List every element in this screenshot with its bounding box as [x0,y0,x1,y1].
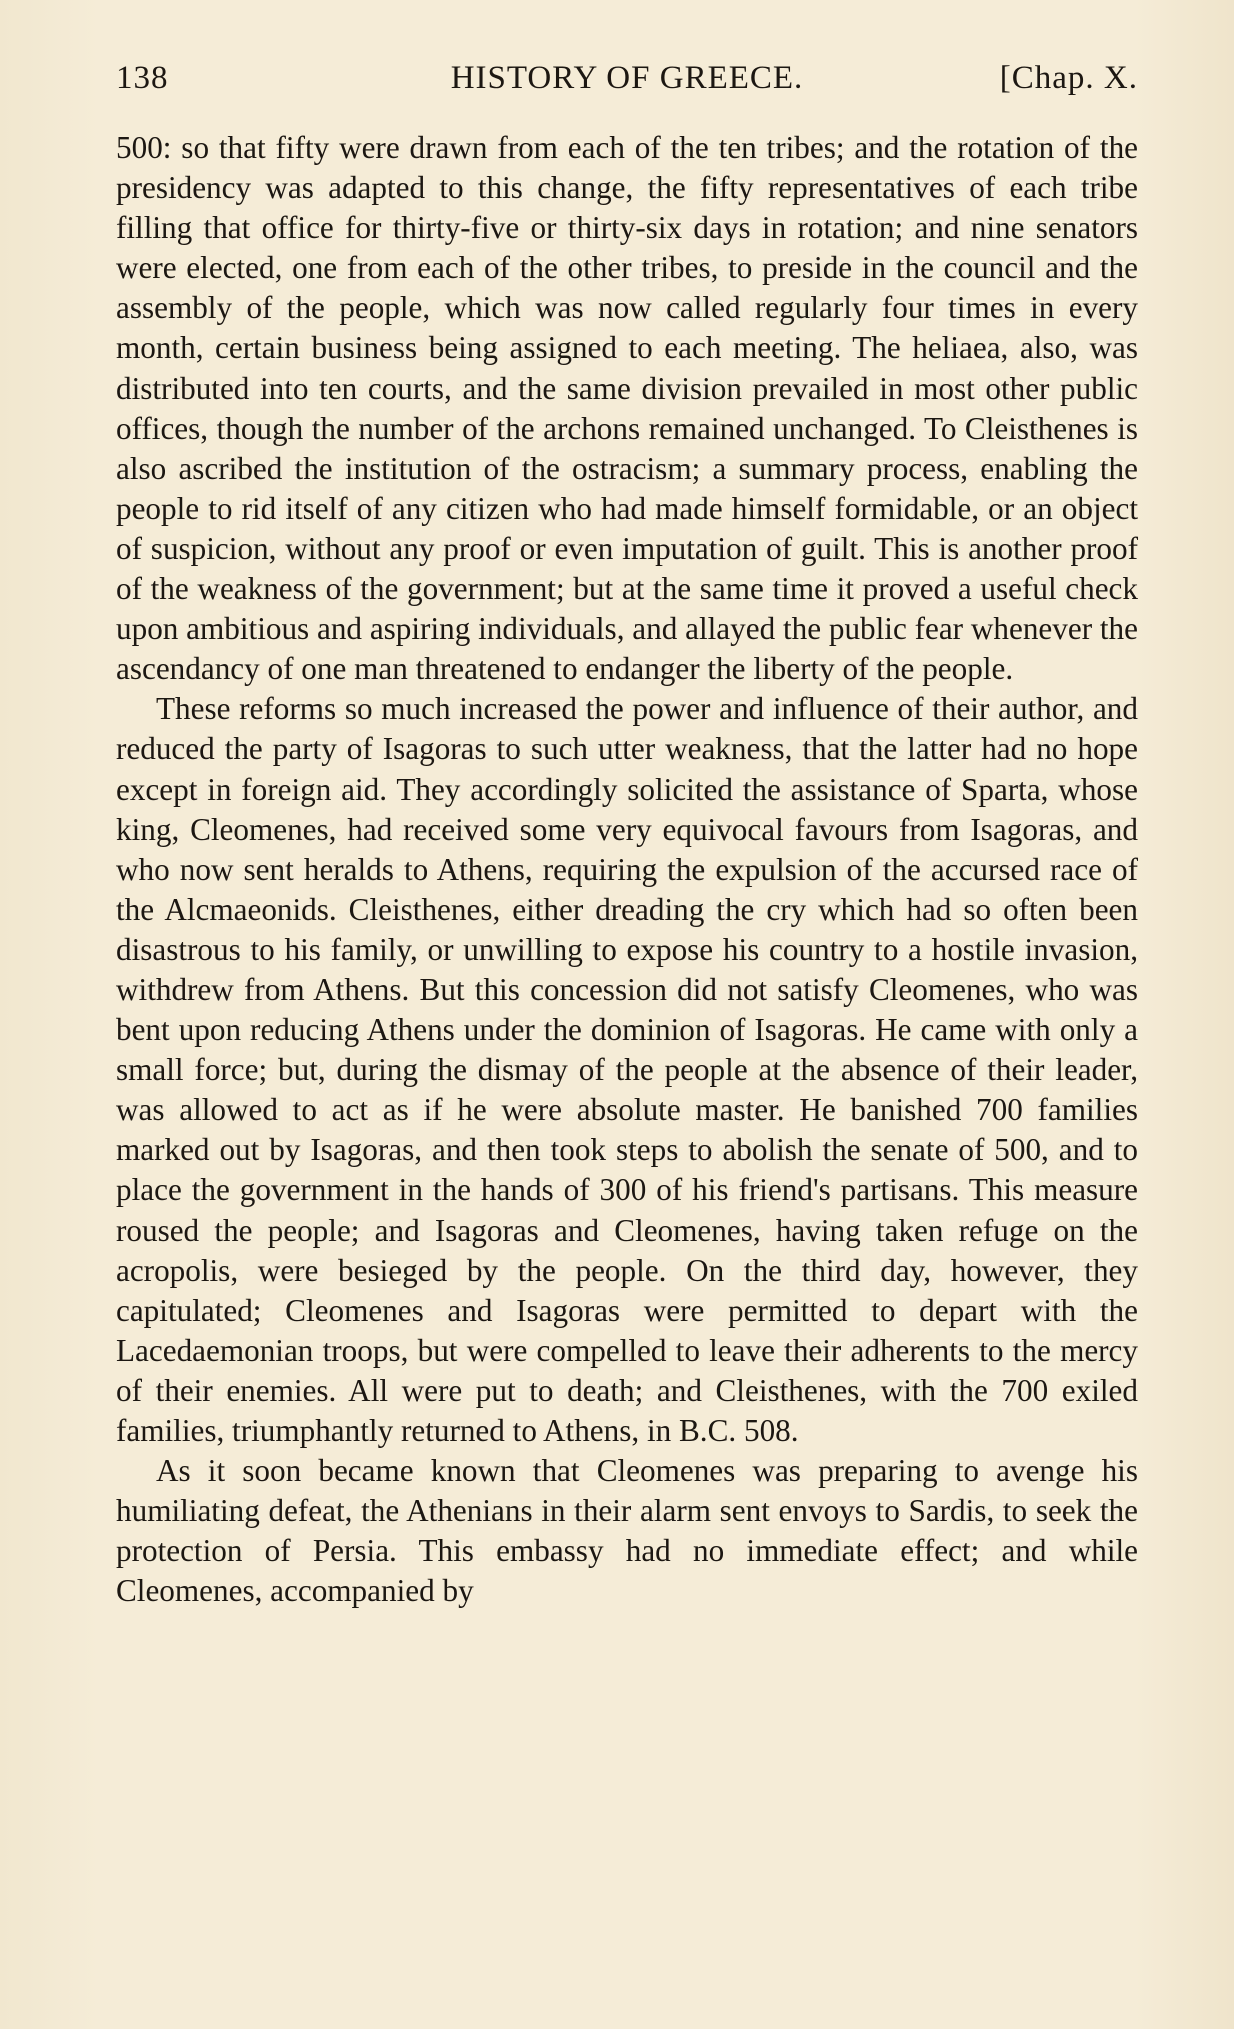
running-title: HISTORY OF GREECE. [450,60,804,96]
chapter-label: [Chap. X. [999,60,1138,96]
page-number: 138 [116,60,169,96]
paragraph-1: 500: so that fifty were drawn from each of the ten tribes; and the rotation of the presidency was adapted to this change, the fifty representatives of each tribe filling that office for thirty-five or thirty-six days in rotation; and nine senators were elected, one from each of the other tribes, to preside in the council and the assembly of the people, which was now called regularly four times in every month, certain business being assigned to each meeting. The heliaea, also, was distributed into ten courts, and the same division prevailed in most other public offices, though the number of the archons remained unchanged. To Cleisthenes is also ascribed the institution of the ostracism; a summary process, enabling the people to rid itself of any citizen who had made himself formidable, or an object of suspicion, without any proof or even imputation of guilt. This is another proof of the weakness of the government; but at the same time it proved a useful check upon ambitious and aspiring individuals, and allayed the public fear whenever the ascendancy of one man threatened to endanger the liberty of the people. [116,130,1138,687]
paragraph-3: As it soon became known that Cleomenes was preparing to avenge his humiliating defeat, the Athenians in their alarm sent envoys to Sardis, to seek the protection of Persia. This embassy had no immediate effect; and while Cleomenes, accompanied by [116,1453,1138,1609]
paragraph-2: These reforms so much increased the power and influence of their author, and reduced the party of Isagoras to such utter weakness, that the latter had no hope except in foreign aid. They accordingly solicited the assistance of Sparta, whose king, Cleomenes, had received some very equivocal favours from Isagoras, and who now sent heralds to Athens, requiring the expulsion of the accursed race of the Alcmaeonids. Cleisthenes, either dreading the cry which had so often been disastrous to his family, or unwilling to expose his country to a hostile invasion, withdrew from Athens. But this concession did not satisfy Cleomenes, who was bent upon reducing Athens under the dominion of Isagoras. He came with only a small force; but, during the dismay of the people at the absence of their leader, was allowed to act as if he were absolute master. He banished 700 families marked out by Isagoras, and then took steps to abolish the senate of 500, and to place the government in the hands of 300 of his friend's partisans. This measure roused the people; and Isagoras and Cleomenes, having taken refuge on the acropolis, were besieged by the people. On the third day, however, they capitulated; Cleomenes and Isagoras were permitted to depart with the Lacedaemonian troops, but were compelled to leave their adherents to the mercy of their enemies. All were put to death; and Cleisthenes, with the 700 exiled families, triumphantly returned to Athens, in B.C. 508. [116,691,1138,1448]
page-header [116,60,1138,110]
body-text [116,128,1138,1611]
